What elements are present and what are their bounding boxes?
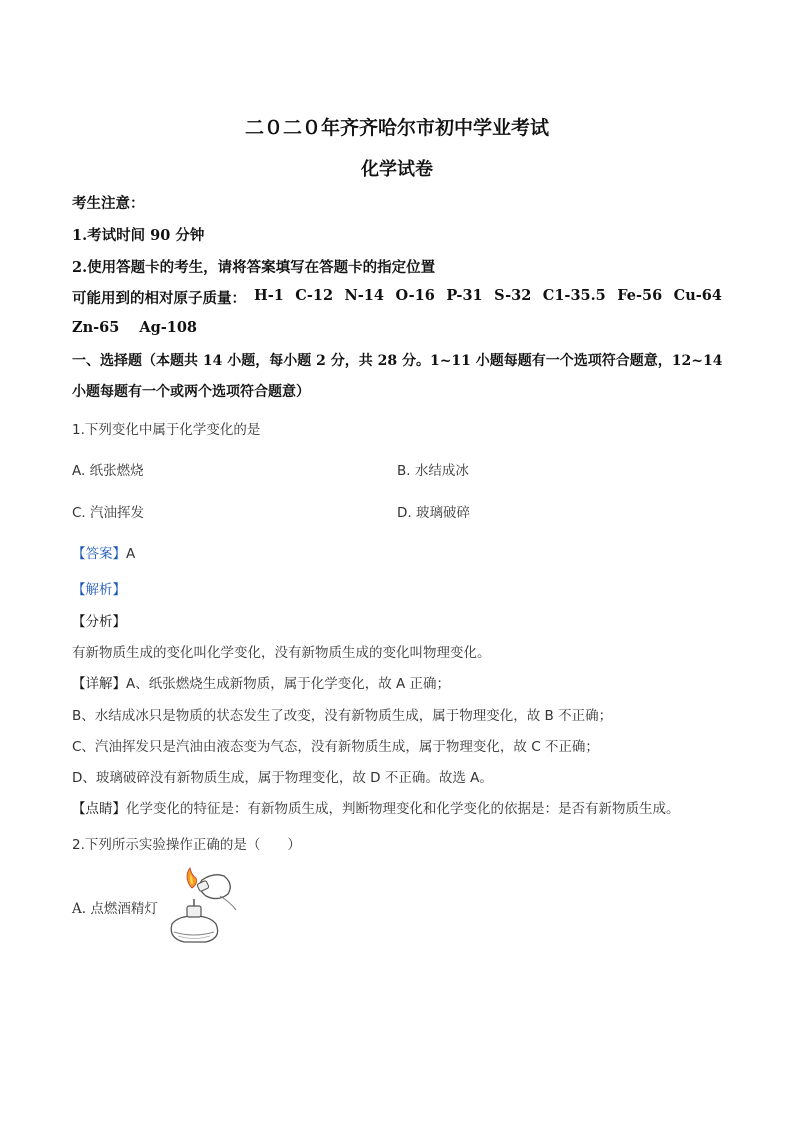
notice-item-2: 2.使用答题卡的考生，请将答案填写在答题卡的指定位置 (72, 259, 436, 276)
section-heading-line-1: 一、选择题（本题共 14 小题，每小题 2 分，共 28 分。1~11 小题每题有一个选项符合题意，12~14 (72, 353, 723, 369)
detail-line-c: C、汽油挥发只是汽油由液态变为气态，没有新物质生成，属于物理变化，故 C 不正确； (72, 739, 599, 755)
detail-line-b: B、水结成冰只是物质的状态发生了改变，没有新物质生成，属于物理变化，故 B 不正确； (72, 708, 613, 724)
atomic-mass-item: N-14 (344, 287, 384, 304)
atomic-mass-row-1 (72, 287, 722, 308)
detail-line-d: D、玻璃破碎没有新物质生成，属于物理变化，故 D 不正确。故选 A。 (72, 770, 493, 786)
notice-item-1: 1.考试时间 90 分钟 (72, 227, 205, 244)
atomic-mass-item: C-12 (295, 287, 334, 304)
atomic-mass-item: Cu-64 (673, 287, 722, 304)
atomic-mass-item: H-1 (254, 287, 284, 304)
analysis-tag: 【解析】 (72, 582, 126, 598)
atomic-mass-item: C1-35.5 (542, 287, 606, 304)
question-1-option-b: B. 水结成冰 (397, 463, 469, 479)
atomic-mass-row-2 (72, 319, 197, 336)
paper-subtitle: 化学试卷 (361, 159, 433, 180)
question-1-option-c: C. 汽油挥发 (72, 505, 145, 521)
atomic-mass-item: Zn-65 (72, 319, 120, 336)
question-1-stem: 1.下列变化中属于化学变化的是 (72, 422, 261, 438)
detail-tag: 【详解】 (72, 676, 126, 692)
notice-heading: 考生注意： (72, 195, 145, 212)
atomic-mass-item: O-16 (395, 287, 435, 304)
atomic-mass-item: S-32 (494, 287, 532, 304)
answer-value: A (126, 546, 136, 562)
atomic-mass-item: Fe-56 (617, 287, 663, 304)
question-1-option-a: A. 纸张燃烧 (72, 463, 144, 479)
atomic-mass-label: 可能用到的相对原子质量： (72, 290, 246, 307)
detail-a-text: A、纸张燃烧生成新物质，属于化学变化，故 A 正确； (126, 676, 451, 692)
exam-title: 二０二０年齐齐哈尔市初中学业考试 (244, 117, 549, 139)
fenxi-tag: 【分析】 (72, 614, 126, 630)
atomic-mass-item: P-31 (446, 287, 483, 304)
fenxi-text: 有新物质生成的变化叫化学变化，没有新物质生成的变化叫物理变化。 (72, 645, 491, 661)
section-heading-line-2: 小题每题有一个或两个选项符合题意） (72, 384, 310, 400)
answer-tag: 【答案】 (72, 546, 126, 562)
note-tag: 【点睛】 (72, 801, 126, 817)
question-2-stem: 2.下列所示实验操作正确的是（ ） (72, 837, 301, 853)
answer-line (72, 542, 135, 562)
atomic-mass-item: Ag-108 (139, 319, 198, 336)
detail-line-a (72, 672, 450, 692)
alcohol-lamp-illustration (160, 866, 240, 946)
question-1-option-d: D. 玻璃破碎 (397, 505, 470, 521)
note-line (72, 797, 680, 817)
question-2-option-a: A. 点燃酒精灯 (72, 901, 158, 917)
note-text: 化学变化的特征是：有新物质生成，判断物理变化和化学变化的依据是：是否有新物质生成。 (126, 801, 680, 817)
